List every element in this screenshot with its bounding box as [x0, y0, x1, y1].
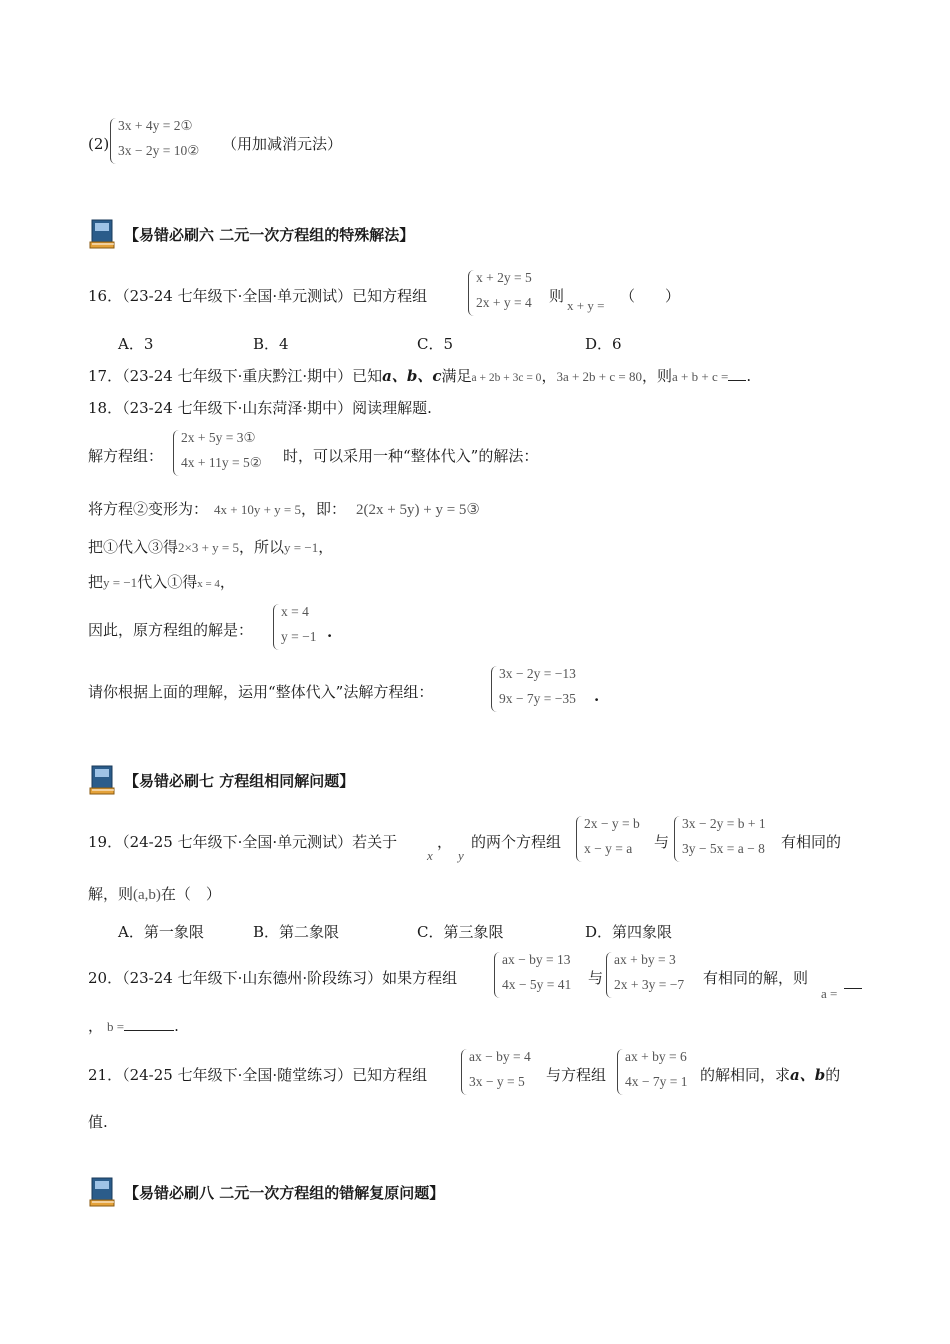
q15-note: （用加减消元法） [222, 135, 343, 153]
q20-with: 与 [588, 969, 604, 987]
q18-solve-text: 时，可以采用一种“整体代入”的解法： [283, 447, 539, 465]
q19-var-x: x [427, 848, 433, 863]
q21-system-1 [461, 1049, 546, 1097]
section7-heading: 【易错必刷七 方程组相同解问题】 [124, 772, 355, 790]
q16-option-c[interactable]: C．5 [417, 335, 454, 353]
q15-system [110, 118, 220, 166]
q20-s1-eq1: ax − by = 13 [502, 952, 571, 967]
q19-line2-text2: 在（ ） [160, 885, 221, 903]
q17-comma: ， [541, 367, 557, 385]
q18-task-system [491, 666, 601, 714]
q17-end: . [746, 367, 752, 385]
section8-heading: 【易错必刷八 二元一次方程组的错解复原问题】 [124, 1184, 445, 1202]
q21-number: 21． [88, 1066, 123, 1084]
q17-eq1: a + 2b + 3c = 0 [471, 372, 542, 384]
q17-vars: a、b、c [382, 367, 442, 385]
q17-expr: a + b + c = [672, 369, 729, 384]
q19-text1: （24-25 七年级下·全国·单元测试）若关于 [122, 833, 398, 851]
q19-option-b[interactable]: B．第二象限 [253, 923, 340, 941]
q20-text1: （23-24 七年级下·山东德州·阶段练习）如果方程组 [122, 969, 458, 987]
q16-expr: x + y = [567, 298, 605, 313]
q18-step2-eq2: y = −1 [284, 540, 319, 555]
q16-source: （23-24 七年级下·全国·单元测试）已知方程组 [122, 287, 428, 305]
q19-line2-text1: 解，则 [88, 885, 134, 903]
q19-comma: ， [437, 833, 453, 851]
q15-label: (2) [88, 135, 110, 153]
q18-sys-eq2: 4x + 11y = 5② [181, 455, 262, 470]
q19-system-2 [674, 816, 784, 864]
q21-line2: 值. [88, 1113, 108, 1131]
q18-step4-end: . [327, 623, 333, 641]
q18-step1-eq2: 2(2x + 5y) + y = 5③ [356, 502, 480, 518]
q19-option-a[interactable]: A．第一象限 [118, 923, 204, 941]
q19-number: 19． [88, 833, 123, 851]
section6-heading: 【易错必刷六 二元一次方程组的特殊解法】 [124, 226, 415, 244]
q19-system-1 [576, 816, 656, 864]
q20-system-2 [606, 952, 701, 1000]
q19-var-y: y [458, 848, 464, 863]
q16-option-a[interactable]: A．3 [118, 335, 154, 353]
q21-text3: 的 [825, 1066, 841, 1084]
q20-b-expr: b = [107, 1019, 125, 1034]
q19-text2: 的两个方程组 [471, 833, 562, 851]
q20-line2-comma: ， [88, 1017, 104, 1035]
q18-step4-text: 因此，原方程组的解是： [88, 621, 254, 639]
q18-step3-text2: 代入①得 [137, 573, 198, 591]
q19-text3: 有相同的 [781, 833, 842, 851]
q18-step3-eq2: x = 4 [197, 578, 220, 590]
q17-text3: ，则 [642, 367, 673, 385]
q18-task-text: 请你根据上面的理解，运用“整体代入”法解方程组： [88, 683, 434, 701]
q19-option-d[interactable]: D．第四象限 [585, 923, 673, 941]
q18-step2-eq: 2×3 + y = 5 [178, 540, 240, 555]
q21-s2-eq1: ax + by = 6 [625, 1049, 687, 1064]
q17-number: 17． [88, 367, 123, 385]
q18-system [173, 430, 283, 478]
q15-eq1: 3x + 4y = 2① [118, 118, 193, 133]
q16-eq1: x + 2y = 5 [476, 270, 532, 285]
q19-s2-eq1: 3x − 2y = b + 1 [682, 816, 766, 831]
q18-solve-label: 解方程组： [88, 447, 164, 465]
q19-s1-eq2: x − y = a [584, 841, 633, 856]
q18-step1-eq: 4x + 10y + y = 5 [214, 502, 302, 517]
q21-s2-eq2: 4x − 7y = 1 [625, 1074, 688, 1089]
q20-number: 20． [88, 969, 123, 987]
q16-system [468, 270, 553, 318]
q20-s1-eq2: 4x − 5y = 41 [502, 977, 572, 992]
q20-s2-eq1: ax + by = 3 [614, 952, 676, 967]
q20-b-blank[interactable] [124, 1030, 174, 1031]
q19-with: 与 [654, 833, 670, 851]
q16-eq2: 2x + y = 4 [476, 295, 532, 310]
q17-answer-blank[interactable] [728, 380, 746, 381]
book-icon [88, 218, 118, 250]
q18-step3-eq: y = −1 [103, 575, 138, 590]
q18-step2-text: 把①代入③得 [88, 538, 179, 556]
q18-task-eq2: 9x − 7y = −35 [499, 691, 576, 706]
q15-eq2: 3x − 2y = 10② [118, 143, 200, 158]
q20-text2: 有相同的解，则 [703, 969, 809, 987]
q20-a-expr: a = [821, 986, 838, 1001]
book-icon [88, 1176, 118, 1208]
q20-system-1 [494, 952, 589, 1000]
q18-task-end: . [594, 687, 600, 705]
q18-text: （23-24 七年级下·山东菏泽·期中）阅读理解题. [122, 399, 432, 417]
q18-sol-eq2: y = −1 [281, 629, 317, 644]
q21-s1-eq2: 3x − y = 5 [469, 1074, 525, 1089]
q21-text2: 的解相同，求 [700, 1066, 791, 1084]
book-icon [88, 764, 118, 796]
q21-s1-eq1: ax − by = 4 [469, 1049, 531, 1064]
q16-number: 16． [88, 287, 123, 305]
q18-solution-system [273, 604, 333, 652]
q17-text1: （23-24 七年级下·重庆黔江·期中）已知 [122, 367, 383, 385]
q17-eq2: 3a + 2b + c = 80 [556, 369, 642, 384]
q21-text1: （24-25 七年级下·全国·随堂练习）已知方程组 [122, 1066, 428, 1084]
q18-step3-end: ， [219, 573, 235, 591]
q20-a-blank[interactable] [844, 988, 862, 989]
q17-text2: 满足 [441, 367, 472, 385]
q16-option-d[interactable]: D．6 [585, 335, 622, 353]
q21-vars: a、b [790, 1066, 826, 1084]
q18-sol-eq1: x = 4 [281, 604, 309, 619]
q18-number: 18． [88, 399, 123, 417]
q18-step2-mid: ，所以 [239, 538, 285, 556]
q20-end: . [174, 1017, 179, 1035]
q18-step1-text: 将方程②变形为： [88, 500, 209, 518]
q21-with: 与方程组 [546, 1066, 607, 1084]
q18-sys-eq1: 2x + 5y = 3① [181, 430, 256, 445]
q19-option-c[interactable]: C．第三象限 [417, 923, 504, 941]
q16-then: 则 [549, 287, 565, 305]
q16-option-b[interactable]: B．4 [253, 335, 289, 353]
q21-system-2 [617, 1049, 702, 1097]
q19-s1-eq1: 2x − y = b [584, 816, 640, 831]
q18-step2-end: ， [318, 538, 334, 556]
q18-step3-text1: 把 [88, 573, 104, 591]
q19-s2-eq2: 3y − 5x = a − 8 [682, 841, 765, 856]
q18-step1-mid: ，即： [301, 500, 347, 518]
q20-s2-eq2: 2x + 3y = −7 [614, 977, 685, 992]
q16-paren: （ ） [620, 287, 681, 305]
q19-pair: (a,b) [133, 887, 161, 903]
q18-task-eq1: 3x − 2y = −13 [499, 666, 576, 681]
